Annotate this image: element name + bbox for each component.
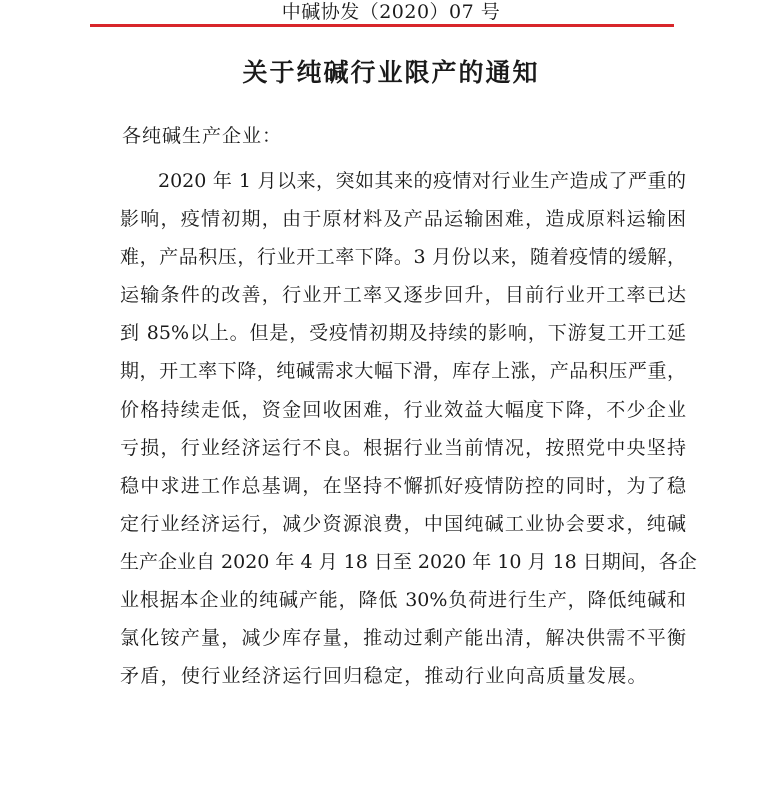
body-line: 矛盾，使行业经济运行回归稳定，推动行业向高质量发展。 — [120, 665, 648, 688]
body-line: 稳中求进工作总基调，在坚持不懈抓好疫情防控的同时，为了稳 — [120, 474, 686, 497]
body-line: 亏损，行业经济运行不良。根据行业当前情况，按照党中央坚持 — [120, 436, 686, 459]
document-title: 关于纯碱行业限产的通知 — [242, 58, 540, 87]
body-paragraph — [120, 162, 697, 695]
document-number: 中碱协发（2020）07 号 — [281, 1, 501, 23]
body-line: 氯化铵产量，减少库存量，推动过剩产能出清，解决供需不平衡 — [120, 627, 686, 650]
body-line: 业根据本企业的纯碱产能，降低 30%负荷进行生产，降低纯碱和 — [120, 589, 686, 612]
body-line: 运输条件的改善，行业开工率又逐步回升，目前行业开工率已达 — [120, 284, 686, 307]
red-header-rule — [90, 24, 674, 27]
body-line: 期，开工率下降，纯碱需求大幅下滑，库存上涨，产品积压严重， — [120, 360, 686, 383]
body-line: 到 85%以上。但是，受疫情初期及持续的影响，下游复工开工延 — [120, 322, 686, 345]
body-line: 生产企业自 2020 年 4 月 18 日至 2020 年 10 月 18 日期间，各企 — [120, 550, 697, 573]
salutation: 各纯碱生产企业： — [122, 125, 283, 147]
body-line: 2020 年 1 月以来，突如其来的疫情对行业生产造成了严重的 — [158, 170, 686, 192]
body-line: 影响，疫情初期，由于原材料及产品运输困难，造成原料运输困 — [120, 208, 686, 231]
body-line: 难，产品积压，行业开工率下降。3 月份以来，随着疫情的缓解， — [120, 246, 686, 269]
body-line: 定行业经济运行，减少资源浪费，中国纯碱工业协会要求，纯碱 — [120, 512, 686, 535]
body-line: 价格持续走低，资金回收困难，行业效益大幅度下降，不少企业 — [120, 398, 686, 421]
